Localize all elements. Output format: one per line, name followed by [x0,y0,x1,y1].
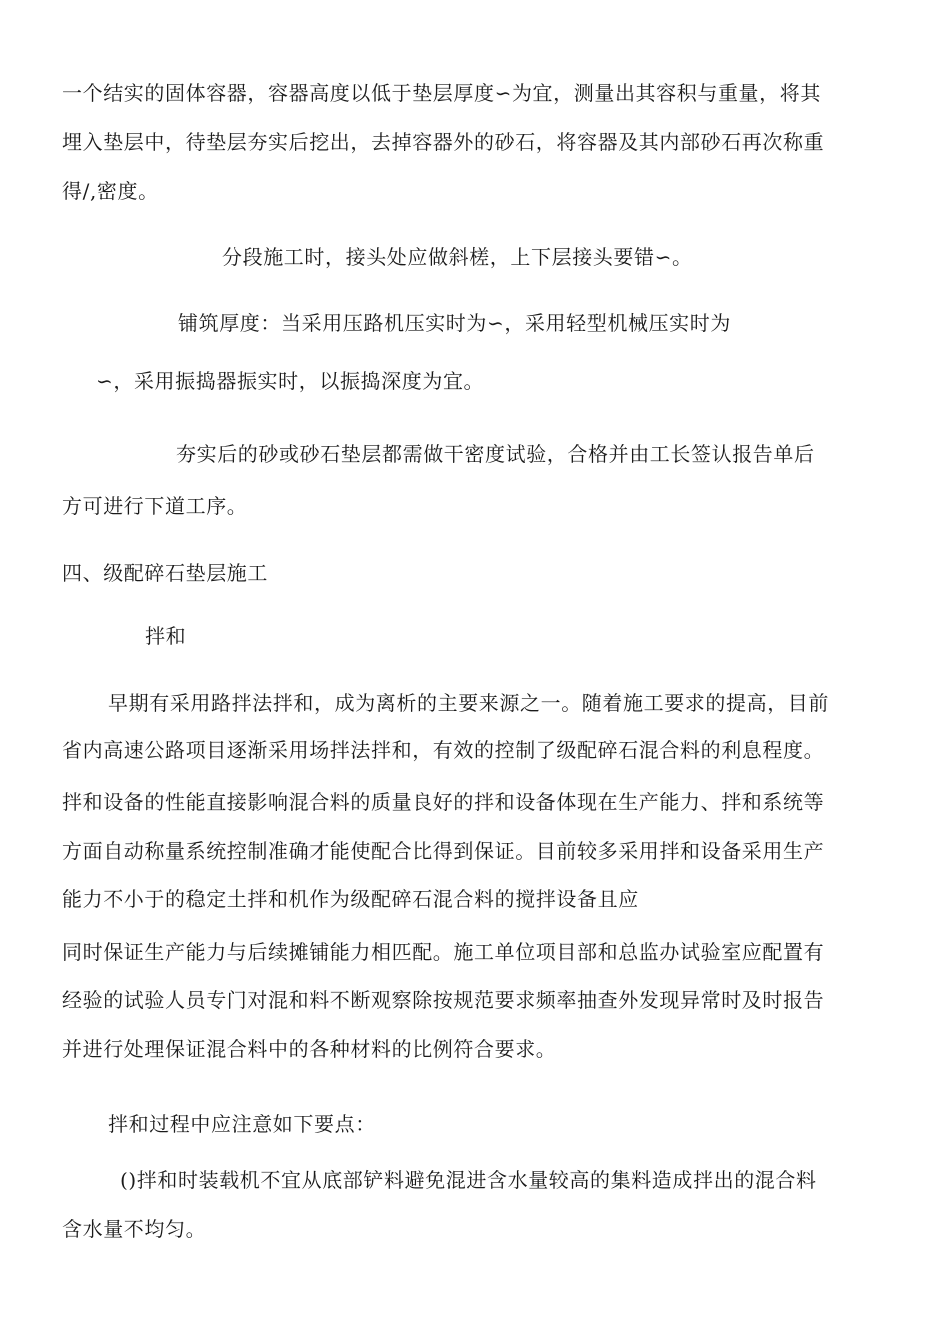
paragraph-line: 早期有采用路拌法拌和，成为离析的主要来源之一。随着施工要求的提高，目前 [108,691,829,715]
paragraph-line: 省内高速公路项目逐渐采用场拌法拌和，有效的控制了级配碎石混合料的利息程度。 [62,738,825,762]
subsection-heading: 拌和 [145,624,187,648]
paragraph-line: 一个结实的固体容器，容器高度以低于垫层厚度∽为宜，测量出其容积与重量，将其 [62,81,821,105]
paragraph-line: 得/,密度。 [62,179,159,203]
paragraph-line: 方可进行下道工序。 [62,494,248,518]
paragraph-line: 拌和过程中应注意如下要点： [108,1112,376,1136]
paragraph-line: 含水量不均匀。 [62,1217,207,1241]
list-item: ()拌和时装载机不宜从底部铲料避免混进含水量较高的集料造成拌出的混合料 [120,1168,817,1192]
paragraph-line: 夯实后的砂或砂石垫层都需做干密度试验，合格并由工长签认报告单后 [176,442,815,466]
paragraph-line: 铺筑厚度：当采用压路机压实时为∽，采用轻型机械压实时为 [178,311,731,335]
paragraph-line: 同时保证生产能力与后续摊铺能力相匹配。施工单位项目部和总监办试验室应配置有 [62,940,825,964]
section-heading: 四、级配碎石垫层施工 [62,561,268,585]
paragraph-line: 能力不小于的稳定土拌和机作为级配碎石混合料的搅拌设备且应 [62,887,639,911]
paragraph-line: 分段施工时，接头处应做斜槎，上下层接头要错∽。 [222,245,693,269]
paragraph-line: 经验的试验人员专门对混和料不断观察除按规范要求频率抽查外发现异常时及时报告 [62,988,825,1012]
paragraph-line: ∽，采用振捣器振实时，以振捣深度为宜。 [96,369,485,393]
paragraph-line: 拌和设备的性能直接影响混合料的质量良好的拌和设备体现在生产能力、拌和系统等 [62,790,825,814]
paragraph-line: 埋入垫层中，待垫层夯实后挖出，去掉容器外的砂石，将容器及其内部砂石再次称重 [62,130,825,154]
paragraph-line: 并进行处理保证混合料中的各种材料的比例符合要求。 [62,1037,557,1061]
paragraph-line: 方面自动称量系统控制准确才能使配合比得到保证。目前较多采用拌和设备采用生产 [62,839,825,863]
